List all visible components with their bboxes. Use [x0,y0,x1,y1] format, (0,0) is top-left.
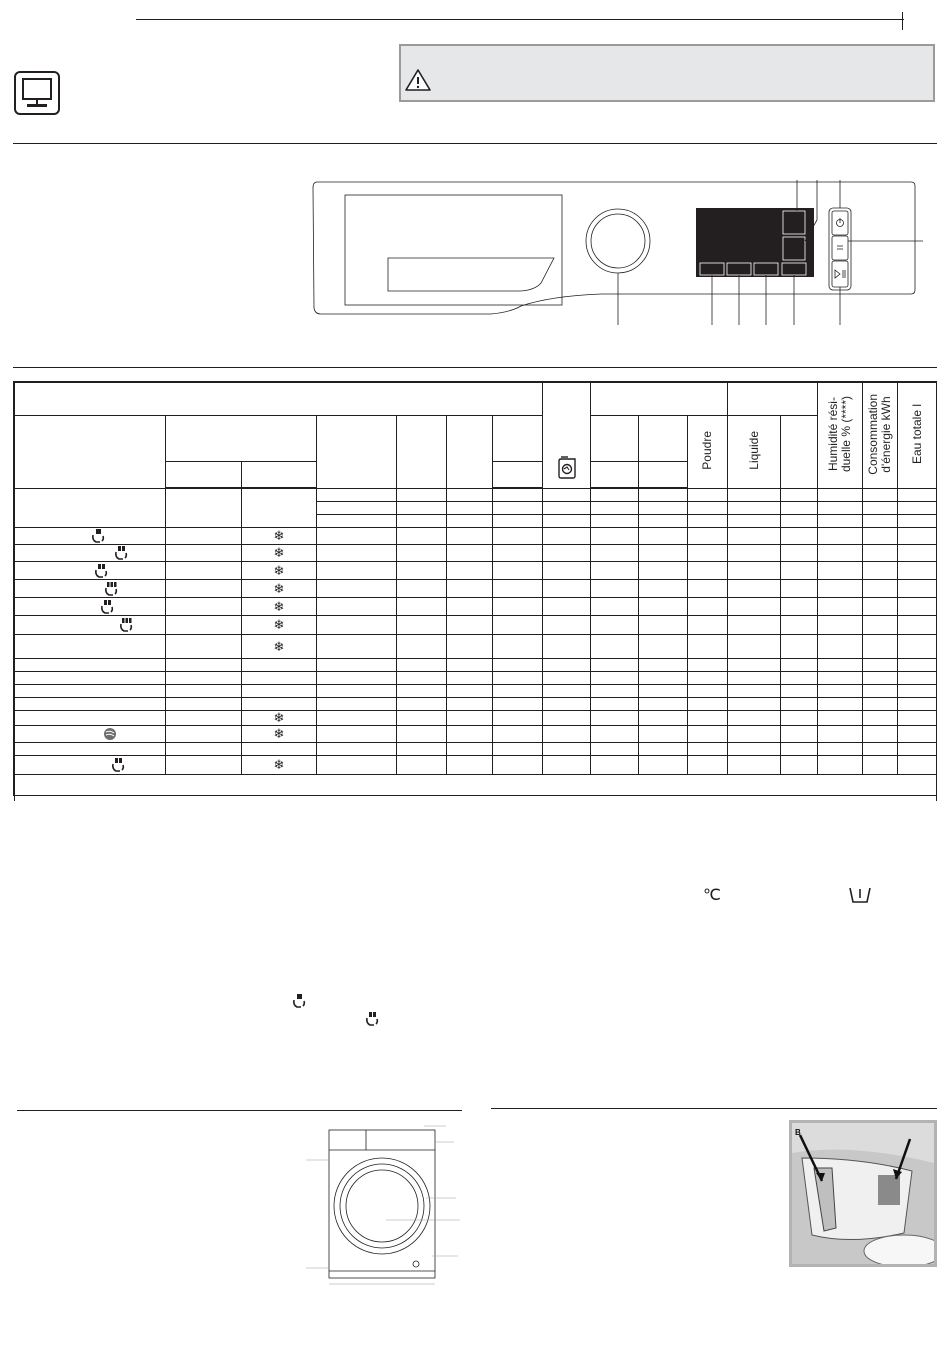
snowflake-icon: ❄ [273,726,285,741]
header-cell-drum-icon [543,383,591,489]
table-cell [818,489,863,502]
table-row [15,726,937,743]
table-row [15,598,937,616]
table-cell [317,502,397,515]
table-row [15,659,937,672]
snowflake-icon: ❄ [273,710,285,725]
table-row [15,635,937,659]
table-cell [493,502,543,515]
snowflake-icon: ❄ [273,617,285,632]
table-cell [781,489,818,502]
steam-option-icon [118,617,134,633]
header-cell [639,416,688,462]
table-cell [543,489,591,502]
steam-option-icon [291,993,307,1009]
table-cell [728,515,781,528]
table-cell [781,515,818,528]
table-cell [898,515,937,528]
table-cell [397,489,447,502]
table-row [15,672,937,685]
header-cell [493,462,543,488]
top-rule-tick [902,12,903,30]
header-powder: Poudre [688,416,728,489]
table-row [15,711,937,726]
wool-icon [102,726,118,742]
header-cell [15,383,543,416]
table-row-label [15,756,166,775]
table-cell [591,489,639,502]
table-cell [688,515,728,528]
table-cell [688,489,728,502]
steam-option-icon [90,528,106,544]
table-cell [493,489,543,502]
table-cell [688,502,728,515]
section-rule [13,143,937,144]
table-cell [898,489,937,502]
snowflake-icon: ❄ [273,757,285,772]
header-cell [591,383,728,416]
table-cell [447,515,493,528]
table-row [15,756,937,775]
header-cell [397,416,447,489]
table-cell [639,489,688,502]
table-footnote-row [15,775,937,801]
header-residual-humidity: Humidité rési- duelle % (****) [818,383,863,489]
table-cell [591,515,639,528]
header-cell [15,416,166,489]
table-cell [447,489,493,502]
table-cell [447,502,493,515]
header-cell [591,462,639,488]
steam-option-icon [99,599,115,615]
header-cell [166,416,317,462]
detergent-drawer-photo [789,1120,937,1267]
snowflake-icon: ❄ [273,638,285,654]
table-cell [166,489,242,528]
steam-option-icon [113,545,129,561]
snowflake-icon: ❄ [273,545,285,560]
snowflake-icon: ❄ [273,528,285,543]
table-row-label [15,489,166,528]
table-row [15,528,937,545]
table-row [15,545,937,562]
table-row-label [15,598,166,616]
table-row [15,616,937,635]
header-cell [639,462,688,488]
table-cell [728,489,781,502]
snowflake-icon: ❄ [273,562,285,578]
header-cell [493,416,543,462]
section-rule [13,367,937,368]
table-row [15,580,937,598]
table-row [15,562,937,580]
detergent-dispenser-icon [848,885,872,905]
steam-option-icon [93,563,109,579]
table-cell [781,502,818,515]
table-cell [591,502,639,515]
warning-box [399,44,935,102]
table-cell [818,515,863,528]
steam-option-icon [103,581,119,597]
table-cell [543,502,591,515]
table-row-label [15,580,166,598]
header-cell [728,383,818,416]
table-cell [317,489,397,502]
header-cell [591,416,639,462]
header-cell [242,462,317,488]
table-cell [242,489,317,528]
header-cell [317,416,397,489]
table-cell [818,502,863,515]
table-cell [639,502,688,515]
drawer-illustration [792,1123,934,1264]
table-cell [639,515,688,528]
table-cell [317,515,397,528]
control-panel-diagram [311,180,931,330]
table-row [15,698,937,711]
header-cell [447,416,493,489]
table-cell [543,515,591,528]
section-rule [491,1108,937,1109]
table-row-label [15,528,166,545]
section-rule [17,1110,462,1111]
header-water: Eau totale l [898,383,937,489]
program-table [13,381,937,796]
drum-clean-icon [557,455,577,479]
monitor-icon [14,71,60,115]
table-cell [898,502,937,515]
table-row [15,743,937,756]
table-row-label [15,726,166,743]
warning-icon [404,68,432,92]
table-row-label [15,635,166,659]
table-cell [863,502,898,515]
table-cell [397,515,447,528]
table-cell [493,515,543,528]
header-liquid: Liquide [728,416,781,489]
steam-option-icon [364,1011,380,1027]
table-cell [397,502,447,515]
table-cell [863,515,898,528]
table-row [15,685,937,698]
steam-option-icon [110,757,126,773]
top-rule [136,19,904,20]
table-cell [728,502,781,515]
table-cell [863,489,898,502]
washing-machine-diagram [306,1116,466,1296]
table-row-label [15,616,166,635]
temperature-icon: ℃ [703,887,721,904]
header-cell [166,462,242,488]
header-energy: Consommation d'énergie kWh [863,383,898,489]
snowflake-icon: ❄ [273,598,285,614]
svg-text:B: B [795,1128,801,1137]
table-row-label [15,562,166,580]
snowflake-icon: ❄ [273,580,285,596]
table-row-label [15,545,166,562]
